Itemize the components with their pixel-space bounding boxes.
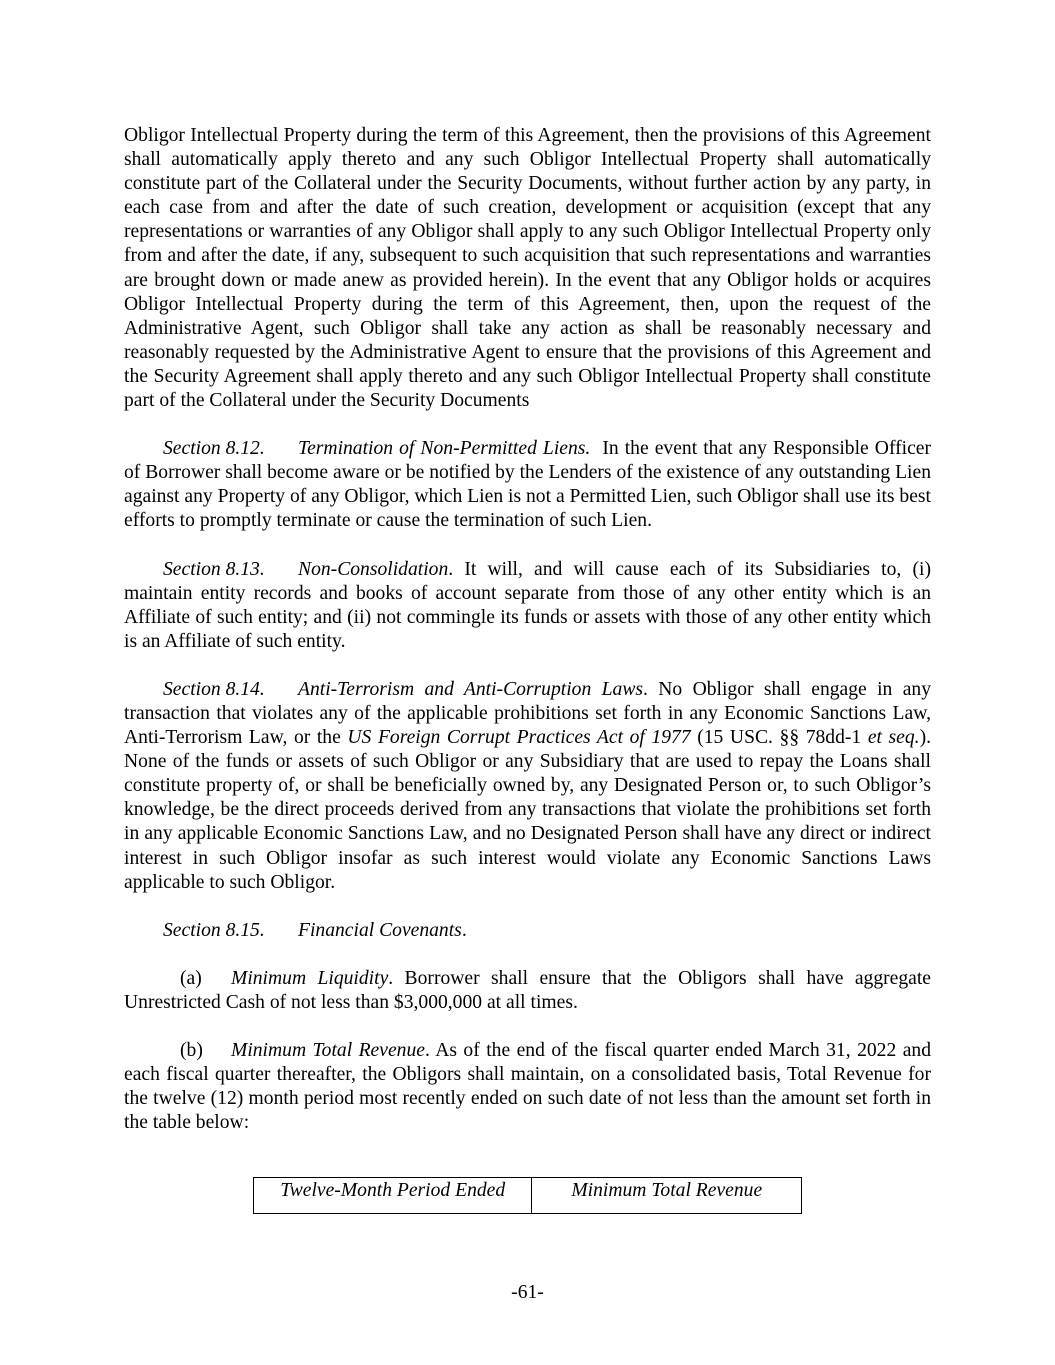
section-8-12-body: In the event that any Responsible Officer of Borrower shall become aware or be notified by the Lenders of the existence of any outstanding Lien against any Property of any Obligor, which Lien is not a Permitted Lien, such Obligor shall use its best efforts to promptly terminate or cause the termination of such Lien. (124, 438, 931, 532)
section-8-15-number: Section 8.15. (163, 919, 265, 941)
section-8-14-body-3: ). None of the funds or assets of such Obligor or any Subsidiary that are used to repay the Loans shall constitute property of, or shall be beneficially owned by, any Designated Person or, to such Obligor’s knowledge, be the direct proceeds derived from any transactions that violate the prohibitions set forth in any applicable Economic Sanctions Law, and no Designated Person shall have any direct or indirect interest in such Obligor insofar as such interest would violate any Economic Sanctions Laws applicable to such Obligor. (124, 727, 931, 893)
section-8-13-title: Non-Consolidation (298, 558, 449, 580)
section-8-14-body-2: (15 USC. §§ 78dd-1 (690, 727, 868, 749)
clause-a-title: Minimum Liquidity (231, 967, 389, 989)
table-header-revenue: Minimum Total Revenue (532, 1178, 802, 1214)
section-8-14-title: Anti-Terrorism and Anti-Corruption Laws (298, 678, 644, 700)
section-8-13-body: . It will, and will cause each of its Subsidiaries to, (i) maintain entity records and books of account separate from those of any other entity which is an Affiliate of such entity; and (ii) not commingle its funds or assets with those of any other entity which is an Affiliate of such entity. (124, 558, 931, 652)
revenue-table-wrapper (253, 1177, 931, 1214)
intro-paragraph: Obligor Intellectual Property during the term of this Agreement, then the provisions of this Agreement shall automatically apply thereto and any such Obligor Intellectual Property shall automatically constitute part of the Collateral under the Security Documents, without further action by any party, in each case from and after the date of such creation, development or acquisition (except that any representations or warranties of any Obligor shall apply to any such Obligor Intellectual Property only from and after the date, if any, subsequent to such acquisition that such representations and warranties are brought down or made anew as provided herein). In the event that any Obligor holds or acquires Obligor Intellectual Property during the term of this Agreement, then, upon the request of the Administrative Agent, such Obligor shall take any action as shall be reasonably necessary and reasonably requested by the Administrative Agent to ensure that the provisions of this Agreement and the Security Agreement shall apply thereto and any such Obligor Intellectual Property shall constitute part of the Collateral under the Security Documents (124, 125, 931, 412)
section-8-15-title: Financial Covenants (298, 919, 462, 941)
clause-a-label: (a) (180, 967, 202, 989)
section-8-12-number: Section 8.12. (163, 438, 265, 460)
section-8-12 (124, 437, 931, 533)
section-8-13 (124, 558, 931, 654)
clause-b-label: (b) (180, 1040, 203, 1061)
table-header-row (254, 1178, 802, 1214)
clause-a (124, 967, 931, 1015)
section-8-15-title-suffix: . (461, 919, 467, 941)
section-8-14-et-seq: et seq. (867, 727, 920, 749)
document-body (124, 124, 931, 1214)
clause-b-body: . As of the end of the fiscal quarter ended March 31, 2022 and each fiscal quarter thereafter, the Obligors shall maintain, on a consolidated basis, Total Revenue for the twelve (12) month period most recently ended on such date of not less than the amount set forth in the table below: (124, 1040, 931, 1134)
section-8-14-act-name: US Foreign Corrupt Practices Act of 1977 (347, 727, 691, 749)
section-8-13-number: Section 8.13. (163, 558, 265, 580)
clause-a-body: . Borrower shall ensure that the Obligors shall have aggregate Unrestricted Cash of not less than $3,000,000 at all times. (124, 967, 931, 1013)
revenue-table (253, 1177, 802, 1214)
page-number: -61- (511, 1282, 544, 1303)
section-8-14-body-1: . No Obligor shall engage in any transaction that violates any of the applicable prohibitions set forth in any Economic Sanctions Law, Anti-Terrorism Law, or the (124, 678, 931, 749)
clause-b-title: Minimum Total Revenue (231, 1040, 425, 1061)
section-8-12-title: Termination of Non-Permitted Liens. (298, 438, 591, 460)
section-8-14 (124, 678, 931, 895)
section-8-15 (124, 919, 931, 943)
table-header-period: Twelve-Month Period Ended (254, 1178, 532, 1214)
clause-b (124, 1039, 931, 1135)
section-8-14-number: Section 8.14. (163, 678, 265, 700)
